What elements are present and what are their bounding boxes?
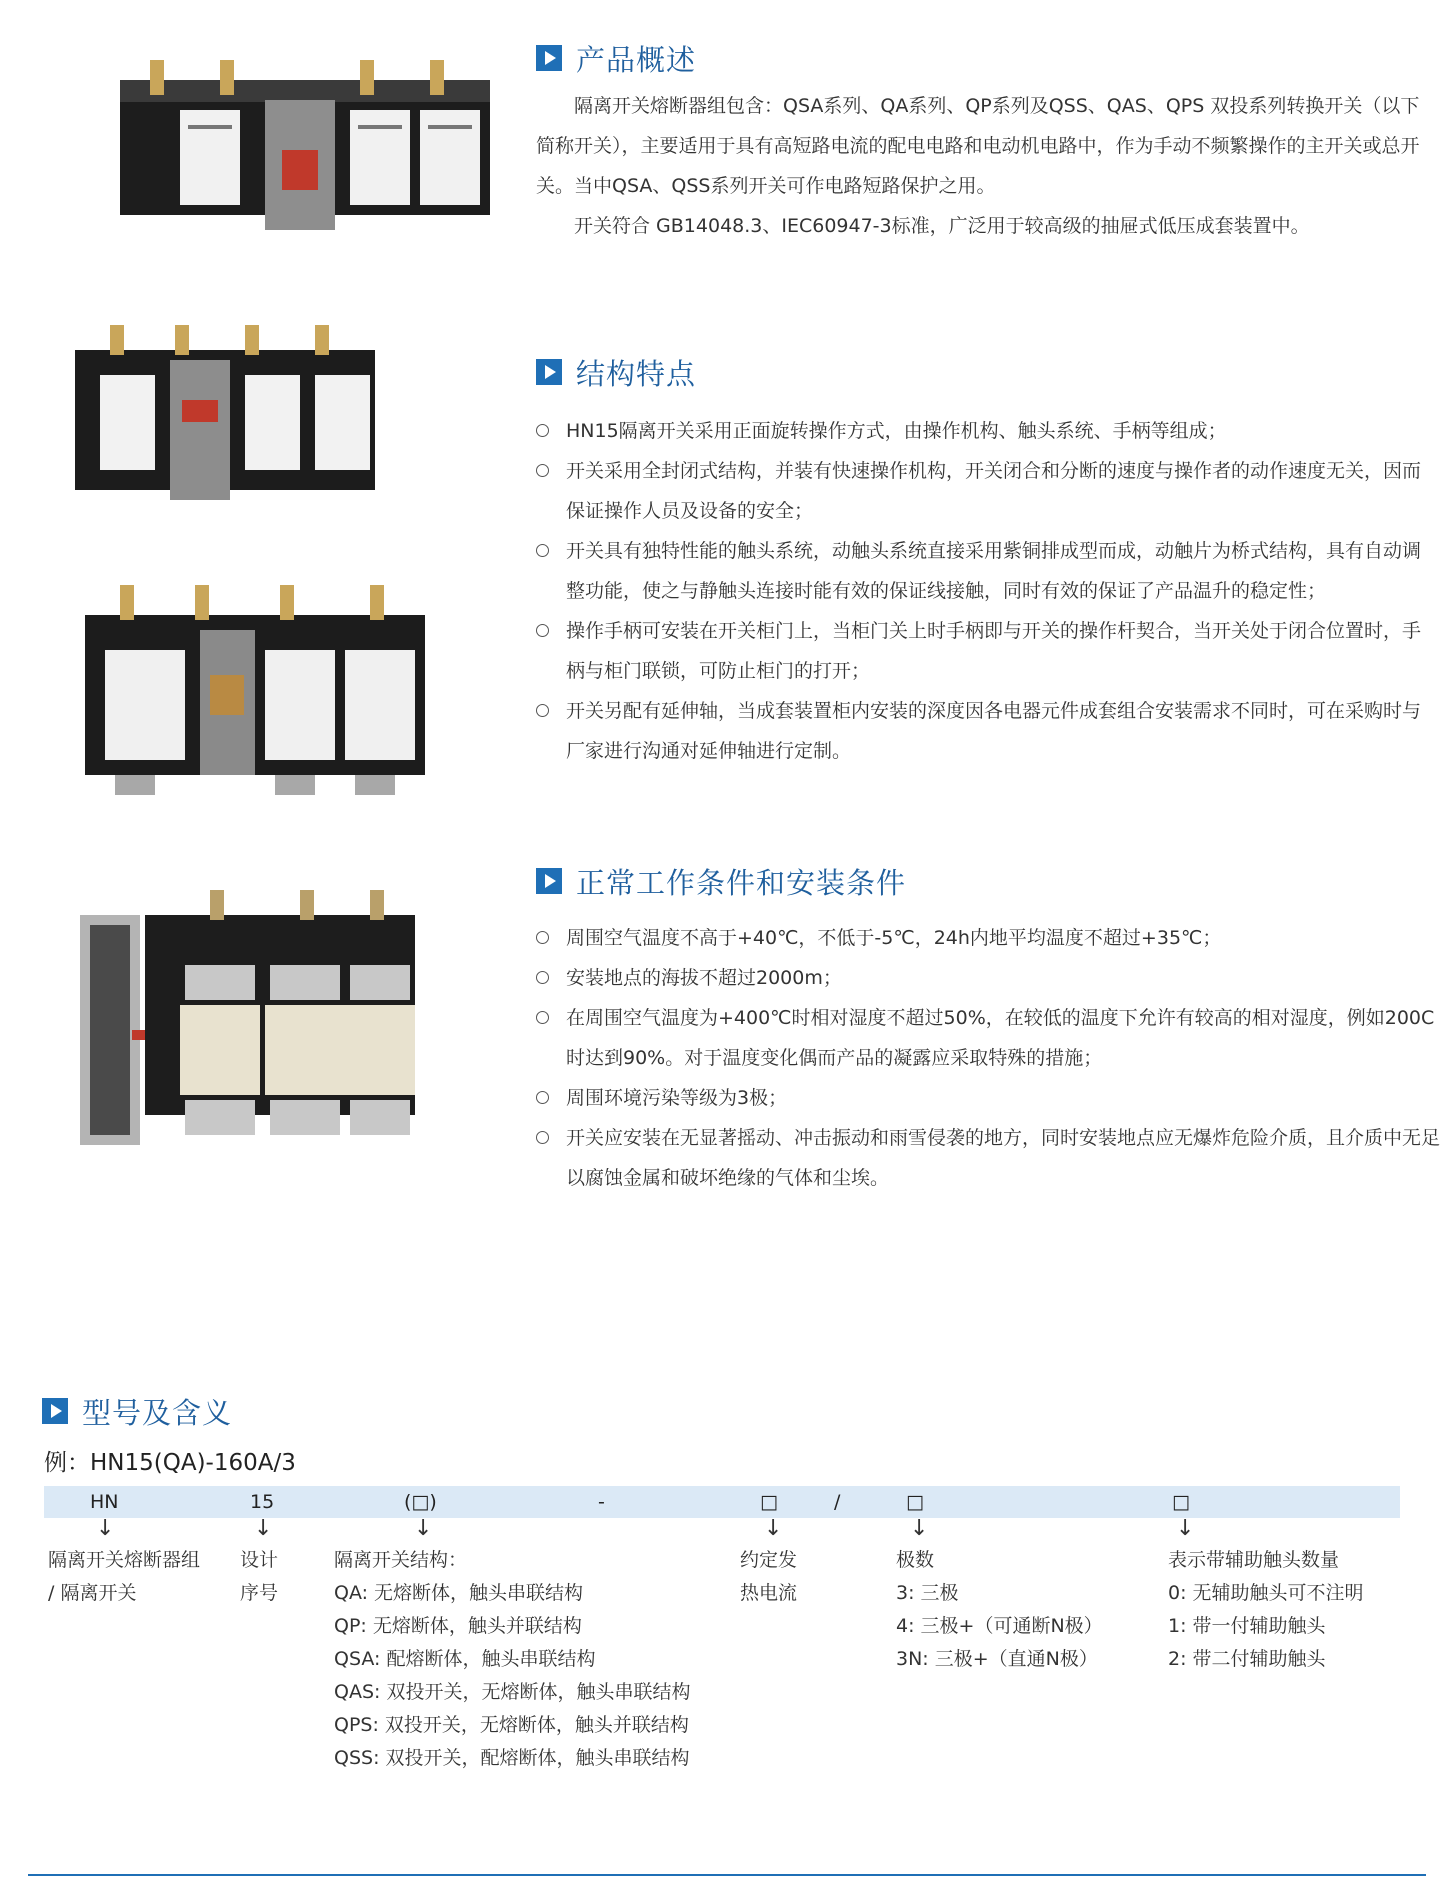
code-current: □ [760,1491,778,1513]
list-item: HN15隔离开关采用正面旋转操作方式，由操作机构、触头系统、手柄等组成； [536,411,1426,451]
model-col-aux: 表示带辅助触头数量 0: 无辅助触头可不注明 1: 带一付辅助触头 2: 带二付辅助触头 [1168,1549,1364,1670]
circle-bullet-icon [536,464,549,477]
model-col-15: 设计 序号 [240,1549,279,1604]
product-photo-2 [70,320,380,510]
circle-bullet-icon [536,1011,549,1024]
play-triangle-icon [536,868,562,894]
down-arrow-icon: ↓ [764,1516,783,1541]
code-15: 15 [250,1491,275,1513]
model-title: 型号及含义 [82,1395,233,1430]
footer-divider [28,1874,1426,1876]
conditions-list [536,918,1442,1198]
conditions-title: 正常工作条件和安装条件 [576,865,907,900]
play-triangle-icon [42,1398,68,1424]
overview-heading [536,38,696,78]
code-hn: HN [90,1491,119,1513]
list-item: 操作手柄可安装在开关柜门上，当柜门关上时手柄即与开关的操作杆契合，当开关处于闭合位置时，手柄与柜门联锁，可防止柜门的打开； [536,611,1426,691]
structure-list [536,411,1426,771]
model-heading [42,1391,232,1431]
list-item: 开关应安装在无显著摇动、冲击振动和雨雪侵袭的地方，同时安装地点应无爆炸危险介质，且介质中无足以腐蚀金属和破坏绝缘的气体和尘埃。 [536,1118,1442,1198]
down-arrow-icon: ↓ [1176,1516,1195,1541]
down-arrow-icon: ↓ [414,1516,433,1541]
play-triangle-icon [536,45,562,71]
model-col-structure: 隔离开关结构： QA: 无熔断体，触头串联结构 QP: 无熔断体，触头并联结构 QSA: 配熔断体，触头串联结构 QAS: 双投开关，无熔断体，触头串联结构 QPS: 双投开关，无熔断体，触头并联结构 QSS: 双投开关，配熔断体，触头串联结构 [334,1549,691,1769]
code-dash: - [598,1491,605,1513]
overview-paragraph-2: 开关符合 GB14048.3、IEC60947-3标准，广泛用于较高级的抽屉式低压成套装置中。 [574,215,1310,237]
play-triangle-icon [536,359,562,385]
model-example: 例：HN15(QA)-160A/3 [44,1450,296,1476]
list-item: 在周围空气温度为+400℃时相对湿度不超过50%，在较低的温度下允许有较高的相对湿度，例如200C时达到90%。对于温度变化偶而产品的凝露应采取特殊的措施； [536,998,1442,1078]
model-col-poles: 极数 3: 三极 4: 三极+（可通断N极） 3N: 三极+（直通N极） [896,1549,1103,1670]
product-photo-1 [110,55,500,245]
list-item: 开关采用全封闭式结构，并装有快速操作机构，开关闭合和分断的速度与操作者的动作速度无关，因而保证操作人员及设备的安全； [536,451,1426,531]
overview-paragraph-1: 隔离开关熔断器组包含：QSA系列、QA系列、QP系列及QSS、QAS、QPS 双投系列转换开关（以下简称开关），主要适用于具有高短路电流的配电电路和电动机电路中，作为手动不频繁操作的主开关或总开关。当中QSA、QSS系列开关可作电路短路保护之用。 [536,95,1420,197]
down-arrow-icon: ↓ [254,1516,273,1541]
model-code-band [44,1486,1400,1518]
code-structure: (□) [404,1491,437,1513]
product-photo-4 [60,875,430,1165]
circle-bullet-icon [536,971,549,984]
conditions-heading [536,861,906,901]
code-poles: □ [906,1491,924,1513]
list-item: 周围空气温度不高于+40℃，不低于-5℃，24h内地平均温度不超过+35℃； [536,918,1442,958]
circle-bullet-icon [536,424,549,437]
code-aux: □ [1172,1491,1190,1513]
code-slash: / [834,1491,841,1513]
list-item: 安装地点的海拔不超过2000m； [536,958,1442,998]
model-col-hn: 隔离开关熔断器组 / 隔离开关 [48,1549,201,1604]
circle-bullet-icon [536,1131,549,1144]
down-arrow-icon: ↓ [96,1516,115,1541]
list-item: 开关另配有延伸轴，当成套装置柜内安装的深度因各电器元件成套组合安装需求不同时，可在采购时与厂家进行沟通对延伸轴进行定制。 [536,691,1426,771]
circle-bullet-icon [536,624,549,637]
overview-title: 产品概述 [576,42,697,77]
list-item: 开关具有独特性能的触头系统，动触头系统直接采用紫铜排成型而成，动触片为桥式结构，具有自动调整功能，使之与静触头连接时能有效的保证线接触，同时有效的保证了产品温升的稳定性； [536,531,1426,611]
product-photo-3 [80,575,430,805]
model-col-current: 约定发 热电流 [740,1549,798,1604]
structure-title: 结构特点 [576,356,697,391]
circle-bullet-icon [536,544,549,557]
structure-heading [536,352,696,392]
down-arrow-icon: ↓ [910,1516,929,1541]
circle-bullet-icon [536,1091,549,1104]
circle-bullet-icon [536,931,549,944]
list-item: 周围环境污染等级为3极； [536,1078,1442,1118]
circle-bullet-icon [536,704,549,717]
